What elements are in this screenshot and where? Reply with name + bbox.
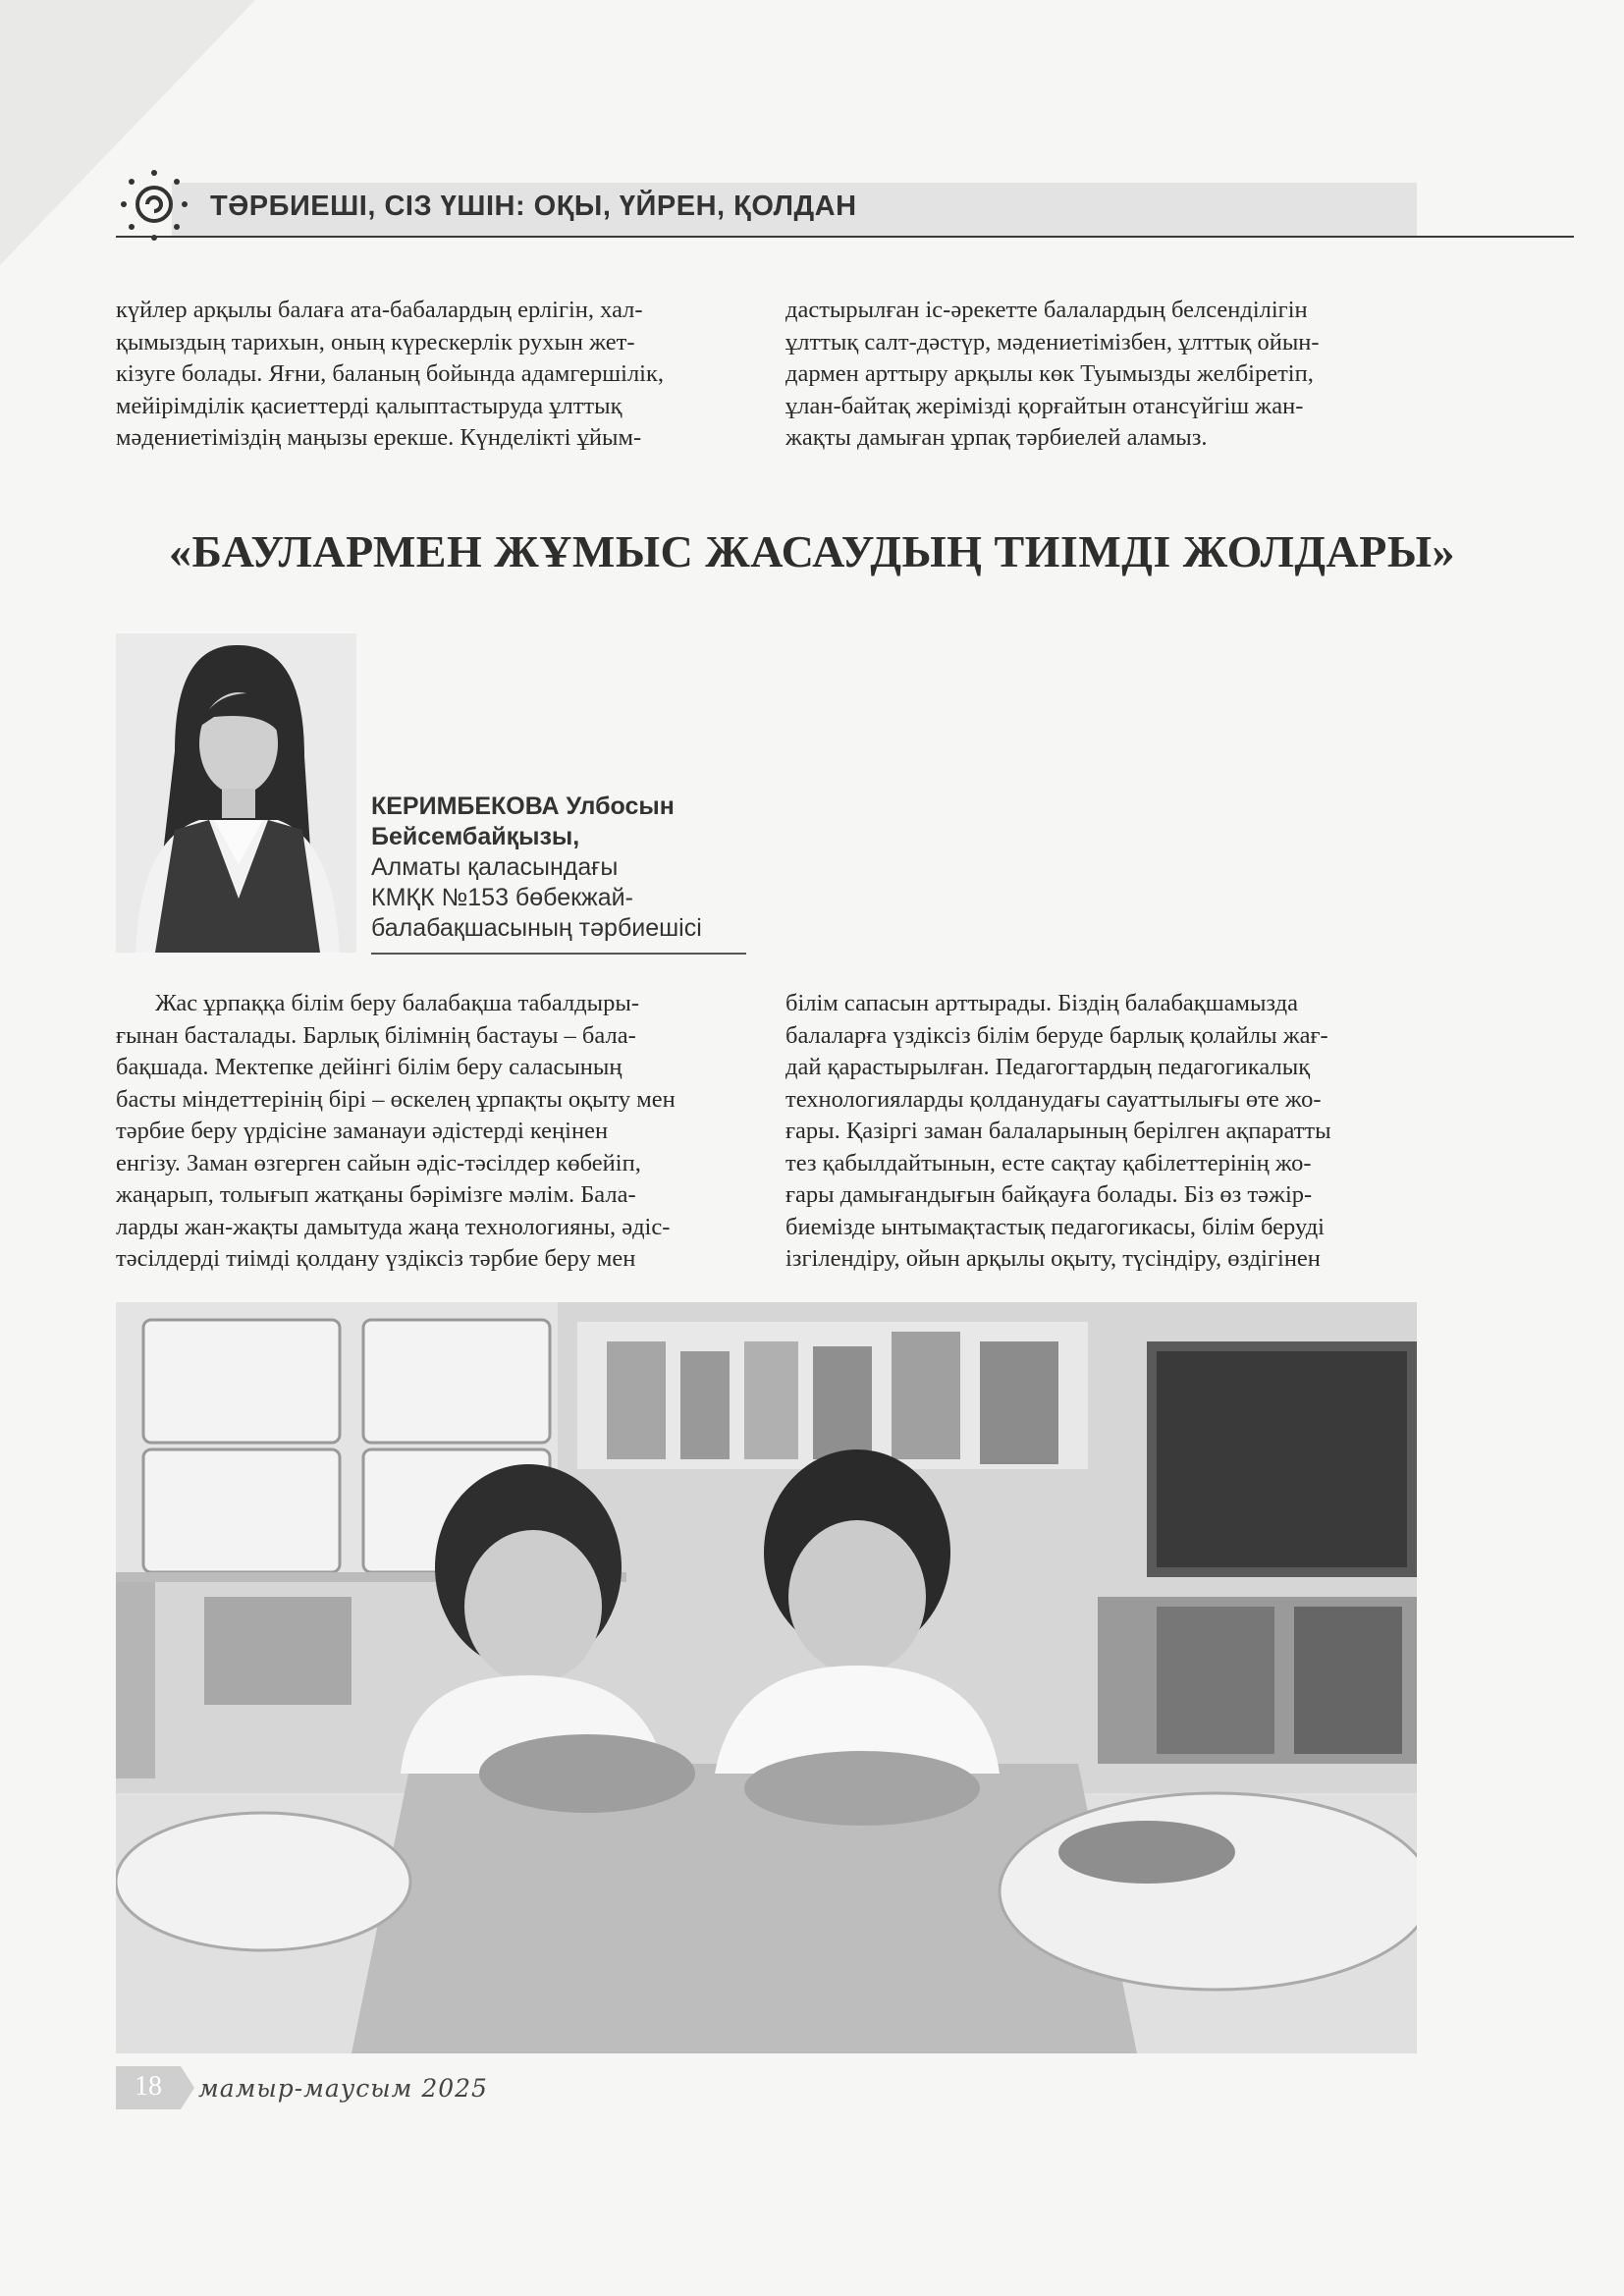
page-number: 18: [135, 2071, 162, 2102]
text-line: бақшада. Мектепке дейінгі білім беру саласының: [116, 1054, 623, 1080]
section-title: ТӘРБИЕШІ, СІЗ ҮШІН: ОҚЫ, ҮЙРЕН, ҚОЛДАН: [210, 191, 857, 222]
text-line: басты міндеттерінің бірі – өскелең ұрпақты оқыту мен: [116, 1085, 676, 1113]
body-left-column: [116, 988, 746, 1276]
text-line: тез қабылдайтынын, есте сақтау қабілеттерінің жо-: [785, 1149, 1312, 1176]
text-line: енгізу. Заман өзгерген сайын әдіс-тәсілдер көбейіп,: [116, 1149, 641, 1176]
issue-date: мамыр-маусым 2025: [198, 2074, 488, 2103]
classroom-photo-drawing: [116, 1302, 1417, 2053]
sun-spiral-icon: [118, 165, 190, 244]
text-line: Жас ұрпаққа білім беру балабақша табалдыры-: [155, 990, 639, 1016]
header-rule: [116, 236, 1574, 238]
body-right-column: [785, 988, 1416, 1276]
page-number-arrow: [181, 2066, 194, 2109]
author-affiliation-line1: Алматы қаласындағы: [371, 853, 619, 881]
text-line: ұлттық салт-дәстүр, мәдениетімізбен, ұлттық ойын-: [785, 328, 1320, 355]
top-right-column: [785, 295, 1416, 455]
author-info: [371, 792, 744, 944]
text-line: жақты дамыған ұрпақ тәрбиелей аламыз.: [785, 424, 1208, 451]
text-line: дармен арттыру арқылы көк Туымызды желбіретіп,: [785, 360, 1314, 387]
text-line: балаларға үздіксіз білім беруде барлық қолайлы жағ-: [785, 1021, 1328, 1049]
text-line: мейірімділік қасиеттерді қалыптастыруда ұлттық: [116, 392, 623, 419]
top-left-column: [116, 295, 744, 455]
text-line: ларды жан-жақты дамытуда жаңа технологияны, әдіс-: [116, 1213, 671, 1240]
text-line: ғары. Қазіргі заман балаларының берілген ақпаратты: [785, 1118, 1331, 1144]
text-line: ғары дамығандығын байқауға болады. Біз өз тәжір-: [785, 1181, 1313, 1208]
author-portrait: [116, 633, 356, 953]
author-affiliation-line2: КМҚК №153 бөбекжай-: [371, 884, 633, 911]
text-line: қымыздың тарихын, оның күрескерлік рухын жет-: [116, 328, 635, 355]
text-line: мәдениетіміздің маңызы ерекше. Күнделікті ұйым-: [116, 424, 642, 451]
text-line: ізгілендіру, ойын арқылы оқыту, түсіндіру, өздігінен: [785, 1245, 1321, 1272]
text-line: биемізде ынтымақтастық педагогикасы, білім беруді: [785, 1213, 1325, 1240]
text-line: технологияларды қолданудағы сауаттылығы өте жо-: [785, 1085, 1322, 1113]
text-line: күйлер арқылы балаға ата-бабалардың ерлігін, хал-: [116, 297, 643, 323]
text-line: тәрбие беру үрдісіне заманауи әдістерді кеңінен: [116, 1118, 609, 1144]
text-line: тәсілдерді тиімді қолдану үздіксіз тәрбие беру мен: [116, 1245, 636, 1272]
classroom-photo: [116, 1302, 1417, 2053]
article-title: «БАУЛАРМЕН ЖҰМЫС ЖАСАУДЫҢ ТИІМДІ ЖОЛДАРЫ»: [168, 526, 1456, 576]
text-line: жаңарып, толығып жатқаны бәрімізге мәлім. Бала-: [116, 1181, 636, 1208]
text-line: білім сапасын арттырады. Біздің балабақшамызда: [785, 990, 1298, 1016]
author-portrait-drawing: [116, 633, 356, 953]
author-name-line1: КЕРИМБЕКОВА Улбосын: [371, 793, 675, 820]
text-line: дастырылған іс-әрекетте балалардың белсенділігін: [785, 297, 1308, 323]
author-rule: [371, 953, 746, 955]
author-name-line2: Бейсембайқызы,: [371, 823, 580, 850]
text-line: дай қарастырылған. Педагогтардың педагогикалық: [785, 1054, 1311, 1080]
text-line: ұлан-байтақ жерімізді қорғайтын отансүйгіш жан-: [785, 392, 1304, 419]
text-line: кізуге болады. Яғни, баланың бойында адамгершілік,: [116, 360, 665, 387]
text-line: ғынан басталады. Барлық білімнің бастауы – бала-: [116, 1021, 636, 1049]
author-affiliation-line3: балабақшасының тәрбиешісі: [371, 914, 702, 942]
